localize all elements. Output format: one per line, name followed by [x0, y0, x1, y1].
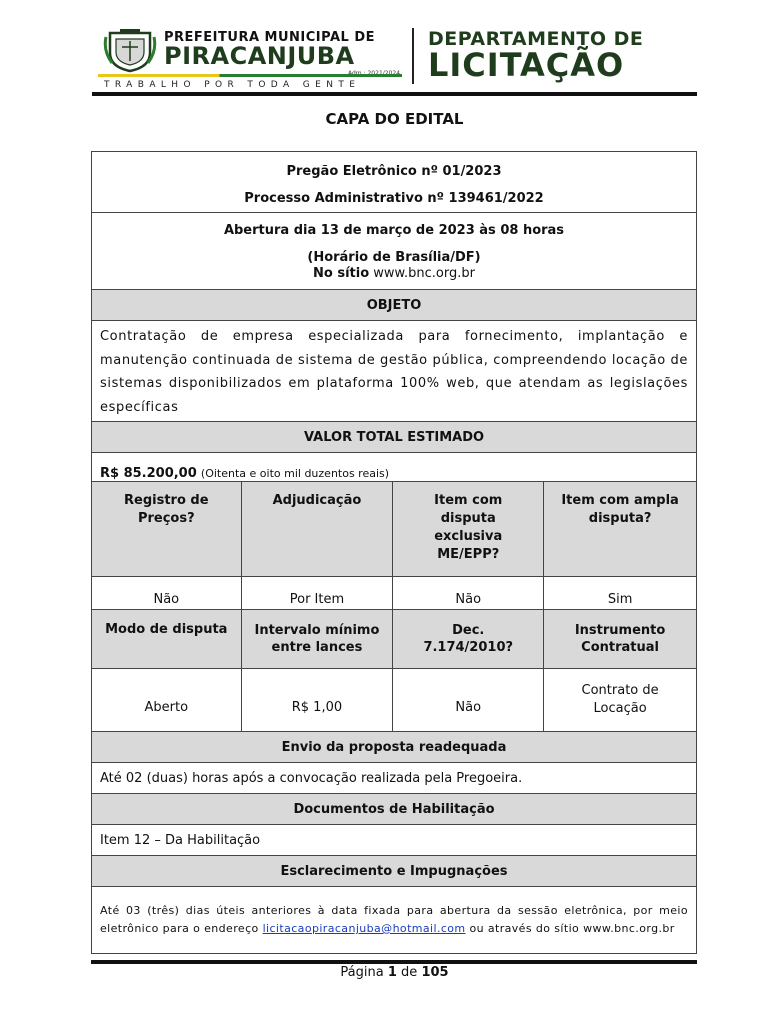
grid2-header-decreto: Dec. 7.174/2010?	[393, 610, 544, 669]
horario-note: (Horário de Brasília/DF)	[307, 250, 481, 265]
objeto-heading-row	[92, 290, 697, 321]
grid1-value-row	[92, 577, 697, 610]
esclarecimento-text: Até 03 (três) dias úteis anteriores à data fixada para abertura da sessão eletrônica, por meio eletrônico para o endereço	[100, 903, 688, 935]
esclarecimento-text-row	[92, 887, 697, 954]
valor-amount: R$ 85.200,00	[100, 466, 197, 481]
objeto-text: Contratação de empresa especializada para fornecimento, implantação e manutenção continuada de sistema de gestão pública, compreendendo locação de sistemas disponibilizados em plataforma 100% web, que atendam as legislações específicas	[100, 329, 688, 415]
grid1-header-adjudicacao: Adjudicação	[241, 482, 393, 577]
valor-row	[92, 453, 697, 482]
grid2-value-row	[92, 669, 697, 732]
valor-heading-row	[92, 422, 697, 453]
sitio-label: No sítio	[313, 266, 370, 281]
envio-text: Até 02 (duas) horas após a convocação realizada pela Pregoeira.	[92, 763, 697, 794]
page-label: Página	[340, 965, 384, 980]
abertura-date: Abertura dia 13 de março de 2023 às 08 horas	[223, 223, 565, 238]
valor-extenso: (Oitenta e oito mil duzentos reais)	[200, 467, 390, 480]
esclarecimento-heading-row	[92, 856, 697, 887]
grid1-header-ampla: Item com ampla disputa?	[544, 482, 697, 577]
slogan: TRABALHO POR TODA GENTE	[104, 80, 361, 90]
grid1-value-me-epp: Não	[393, 577, 544, 610]
grid2-header-row	[92, 610, 697, 669]
footer-rule	[91, 960, 697, 964]
envio-heading-row	[92, 732, 697, 763]
pregao-number: Pregão Eletrônico nº 01/2023	[286, 164, 502, 179]
page-footer	[0, 965, 770, 980]
grid1-value-ampla: Sim	[544, 577, 697, 610]
prefeitura-label: PREFEITURA MUNICIPAL DE	[164, 30, 376, 45]
grid1-header-registro: Registro de Preços?	[92, 482, 242, 577]
documentos-text-row	[92, 825, 697, 856]
municipality-name: PIRACANJUBA	[164, 42, 355, 70]
grid2-value-instrumento: Contrato de Locação	[544, 669, 697, 732]
header-divider	[412, 28, 414, 84]
grid2-header-intervalo: Intervalo mínimo entre lances	[241, 610, 393, 669]
page-title: CAPA DO EDITAL	[325, 110, 464, 128]
objeto-heading: OBJETO	[92, 290, 697, 321]
header-rule	[92, 92, 697, 96]
grid2-value-decreto: Não	[393, 669, 544, 732]
grid2-header-modo: Modo de disputa	[92, 610, 242, 669]
municipal-crest-icon	[102, 27, 158, 73]
grid1-header-row	[92, 482, 697, 577]
page-number: 1	[387, 965, 397, 980]
slogan-color-bar	[98, 74, 402, 77]
documentos-text: Item 12 – Da Habilitação	[92, 825, 697, 856]
envio-text-row	[92, 763, 697, 794]
grid2-header-instrumento: Instrumento Contratual	[544, 610, 697, 669]
valor-heading: VALOR TOTAL ESTIMADO	[92, 422, 697, 453]
letterhead	[92, 22, 696, 94]
grid2-value-intervalo: R$ 1,00	[241, 669, 393, 732]
pregao-row	[92, 152, 697, 213]
email-link[interactable]: licitacaopiracanjuba@hotmail.com	[262, 922, 466, 935]
documentos-heading-row	[92, 794, 697, 825]
abertura-row	[92, 213, 697, 290]
grid1-header-me-epp: Item com disputa exclusiva ME/EPP?	[393, 482, 544, 577]
edital-cover-table	[91, 151, 697, 954]
envio-heading: Envio da proposta readequada	[92, 732, 697, 763]
sitio-line	[92, 266, 696, 281]
esclarecimento-text-end: ou através do sítio www.bnc.org.br	[469, 922, 675, 935]
grid1-value-registro: Não	[92, 577, 242, 610]
department-name: LICITAÇÃO	[428, 46, 625, 84]
objeto-text-row	[92, 321, 697, 422]
of-label: de	[401, 965, 418, 980]
esclarecimento-heading: Esclarecimento e Impugnações	[92, 856, 697, 887]
department-label: DEPARTAMENTO DE	[428, 28, 644, 50]
grid1-value-adjudicacao: Por Item	[241, 577, 393, 610]
documentos-heading: Documentos de Habilitação	[92, 794, 697, 825]
grid2-value-modo: Aberto	[92, 669, 242, 732]
processo-number: Processo Administrativo nº 139461/2022	[244, 191, 544, 206]
sitio-value: www.bnc.org.br	[373, 266, 475, 281]
total-pages: 105	[421, 965, 449, 980]
